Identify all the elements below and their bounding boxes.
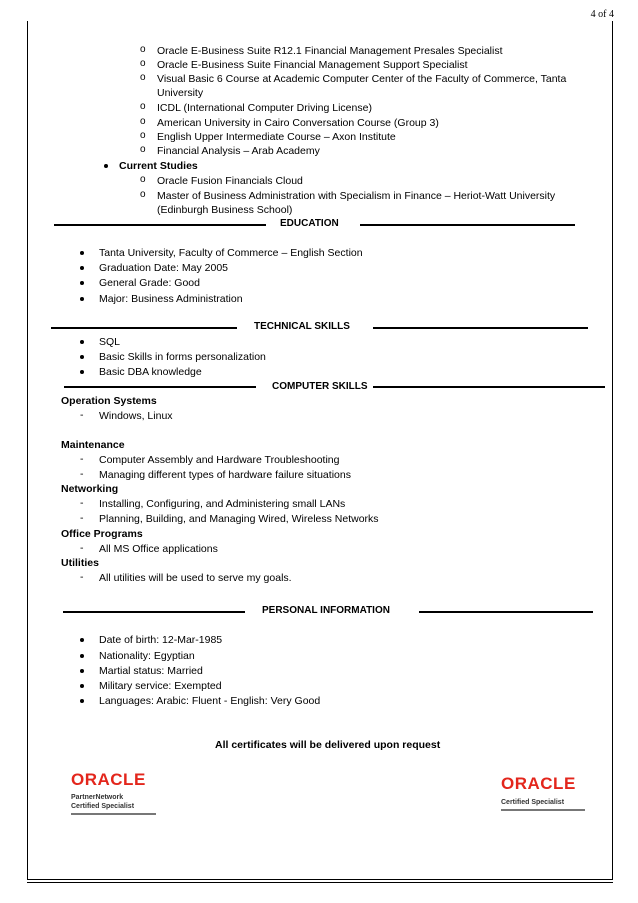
bullet-icon — [80, 684, 84, 688]
list-item: Planning, Building, and Managing Wired, Wireless Networks — [99, 513, 379, 525]
certificates-note: All certificates will be delivered upon request — [215, 739, 441, 751]
circle-bullet-icon: o — [140, 144, 146, 155]
list-item: Graduation Date: May 2005 — [99, 262, 228, 274]
bullet-icon — [80, 355, 84, 359]
circle-bullet-icon: o — [140, 130, 146, 141]
group-title: Utilities — [61, 557, 99, 569]
circle-bullet-icon: o — [140, 101, 146, 112]
dash-bullet-icon: - — [80, 409, 84, 421]
section-divider — [63, 611, 245, 613]
technical-skills-heading: TECHNICAL SKILLS — [254, 321, 350, 332]
oracle-brand: ORACLE — [501, 774, 576, 793]
section-divider — [64, 386, 256, 388]
list-item: (Edinburgh Business School) — [157, 204, 293, 216]
group-title: Networking — [61, 483, 119, 495]
logo-line: PartnerNetwork — [71, 794, 124, 801]
bullet-icon — [80, 370, 84, 374]
section-divider — [360, 224, 575, 226]
list-item: General Grade: Good — [99, 277, 200, 289]
bullet-icon — [80, 638, 84, 642]
list-item: All utilities will be used to serve my goals. — [99, 572, 292, 584]
list-item: Languages: Arabic: Fluent - English: Very Good — [99, 695, 321, 707]
circle-bullet-icon: o — [140, 44, 146, 55]
dash-bullet-icon: - — [80, 512, 84, 524]
list-item: Military service: Exempted — [99, 680, 222, 692]
list-item: All MS Office applications — [99, 543, 218, 555]
oracle-partnernetwork-logo — [71, 771, 156, 815]
list-item: Martial status: Married — [99, 665, 203, 677]
current-studies-heading: Current Studies — [119, 160, 198, 172]
group-title: Operation Systems — [61, 395, 157, 407]
list-item: Visual Basic 6 Course at Academic Computer Center of the Faculty of Commerce, Tanta — [157, 73, 567, 85]
list-item: Computer Assembly and Hardware Troubleshooting — [99, 454, 340, 466]
oracle-certified-specialist-logo — [501, 775, 585, 811]
bullet-icon — [80, 281, 84, 285]
list-item: Financial Analysis – Arab Academy — [157, 145, 320, 157]
section-divider — [54, 224, 266, 226]
bullet-icon — [80, 654, 84, 658]
section-divider — [51, 327, 237, 329]
circle-bullet-icon: o — [140, 174, 146, 185]
logo-line: Certified Specialist — [71, 803, 135, 810]
list-item: University — [157, 87, 204, 99]
oracle-brand: ORACLE — [71, 770, 146, 789]
bullet-icon — [80, 266, 84, 270]
bullet-icon — [80, 340, 84, 344]
bullet-icon — [80, 669, 84, 673]
logo-underline — [501, 809, 585, 811]
section-divider — [419, 611, 593, 613]
list-item: Installing, Configuring, and Administering small LANs — [99, 498, 346, 510]
dash-bullet-icon: - — [80, 497, 84, 509]
list-item: Oracle E-Business Suite Financial Management Support Specialist — [157, 59, 468, 71]
circle-bullet-icon: o — [140, 189, 146, 200]
logo-line: Certified Specialist — [501, 799, 565, 806]
dash-bullet-icon: - — [80, 542, 84, 554]
dash-bullet-icon: - — [80, 571, 84, 583]
list-item: Windows, Linux — [99, 410, 173, 422]
page-number: 4 of 4 — [590, 9, 614, 20]
bullet-icon — [104, 164, 108, 168]
list-item: Nationality: Egyptian — [99, 650, 195, 662]
list-item: Master of Business Administration with Specialism in Finance – Heriot-Watt University — [157, 190, 556, 202]
dash-bullet-icon: - — [80, 453, 84, 465]
computer-skills-heading: COMPUTER SKILLS — [272, 381, 368, 392]
circle-bullet-icon: o — [140, 58, 146, 69]
list-item: Tanta University, Faculty of Commerce – English Section — [99, 247, 363, 259]
list-item: SQL — [99, 336, 121, 348]
education-heading: EDUCATION — [280, 218, 339, 229]
list-item: Managing different types of hardware failure situations — [99, 469, 351, 481]
logo-underline — [71, 813, 156, 815]
list-item: English Upper Intermediate Course – Axon Institute — [157, 131, 396, 143]
bullet-icon — [80, 297, 84, 301]
group-title: Office Programs — [61, 528, 143, 540]
group-title: Maintenance — [61, 439, 125, 451]
personal-info-heading: PERSONAL INFORMATION — [262, 605, 390, 616]
bullet-icon — [80, 251, 84, 255]
circle-bullet-icon: o — [140, 116, 146, 127]
section-divider — [373, 386, 605, 388]
list-item: Date of birth: 12-Mar-1985 — [99, 634, 223, 646]
dash-bullet-icon: - — [80, 468, 84, 480]
circle-bullet-icon: o — [140, 72, 146, 83]
list-item: Basic Skills in forms personalization — [99, 351, 266, 363]
bullet-icon — [80, 699, 84, 703]
list-item: American University in Cairo Conversation Course (Group 3) — [157, 117, 439, 129]
list-item: Basic DBA knowledge — [99, 366, 202, 378]
list-item: Oracle E-Business Suite R12.1 Financial Management Presales Specialist — [157, 45, 503, 57]
list-item: Major: Business Administration — [99, 293, 243, 305]
section-divider — [373, 327, 588, 329]
list-item: Oracle Fusion Financials Cloud — [157, 175, 303, 187]
list-item: ICDL (International Computer Driving License) — [157, 102, 372, 114]
